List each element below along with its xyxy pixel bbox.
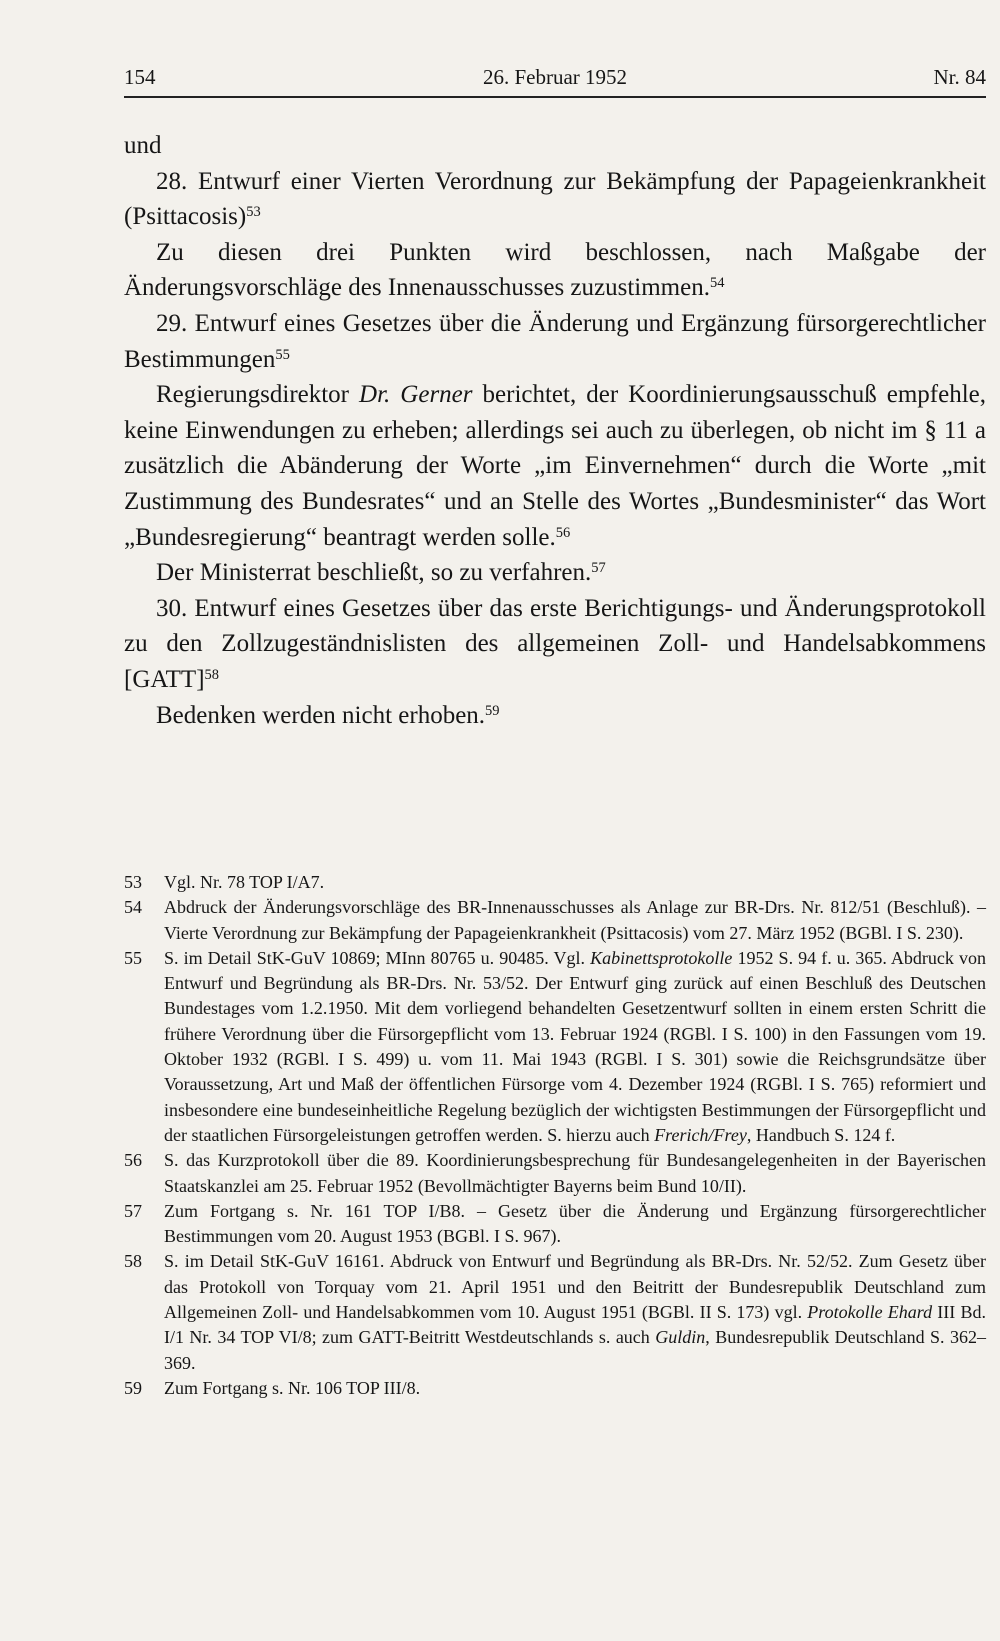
- footnote-ref-55: 55: [275, 346, 290, 363]
- no-objection-paragraph: Bedenken werden nicht erhoben.$^{59}$: [156, 701, 500, 729]
- resolution-paragraph: Zu diesen drei Punkten wird beschlossen, nach Maßgabe der Änderungsvorschläge des Innenausschusses zuzustimmen.$^{54}$: [124, 238, 986, 302]
- footnote-53: 53 Vgl. Nr. 78 TOP I/A7.: [124, 872, 325, 892]
- footnote-ref-56: 56: [555, 524, 571, 541]
- footnote-58: 58 S. im Detail StK-GuV 16161. Abdruck von Entwurf und Begründung als BR-Drs. Nr. 52/52. Zum Gesetz über das Protokoll von Torquay vom 21. April 1951 und den Beitritt der Bundesrepublik Deutschland zum Allgemeinen Zoll- und Handelsabkommen vom 10. August 1951 (BGBl. II S. 173) vgl. Protokolle Ehard III Bd. I/1 Nr. 34 TOP VI/8; zum GATT-Beitritt Westdeutschlands s. auch Guldin, Bundesrepublik Deutschland S. 362–369.: [124, 1251, 986, 1373]
- decision-paragraph: Der Ministerrat beschließt, so zu verfahren.$^{57}$: [156, 559, 606, 587]
- agenda-item-28: 28. Entwurf einer Vierten Verordnung zur Bekämpfung der Papageienkrankheit (Psittacosis)$^{53}$: [124, 167, 986, 231]
- paragraph-und: und: [124, 132, 162, 159]
- main-text: [124, 128, 986, 733]
- speaker-name: Dr. Gerner: [359, 381, 473, 409]
- running-header: [124, 62, 986, 98]
- footnote-56: 56 S. das Kurzprotokoll über die 89. Koordinierungsbesprechung für Bundesangelegenheiten in der Bayerischen Staatskanzlei am 25. Februar 1952 (Bevollmächtigter Bayerns beim Bund 10/II).: [124, 1150, 986, 1196]
- footnotes: [124, 870, 986, 1401]
- header-date: 26. Februar 1952: [482, 65, 628, 89]
- report-paragraph: Regierungsdirektor Dr. Gerner berichtet, der Koordinierungsausschuß empfehle, keine Einwendungen zu erheben; allerdings sei auch zu überlegen, ob nicht im § 11 a zusätzlich die Abänderung der Worte „im Einvernehmen“ durch die Worte „mit Zustimmung des Bundesrates“ und an Stelle des Wortes „Bundesminister“ das Wort „Bundesregierung“ beantragt werden solle.$^{56}$: [124, 381, 987, 551]
- page-number: 154: [124, 65, 156, 89]
- footnote-55: 55 S. im Detail StK-GuV 10869; MInn 80765 u. 90485. Vgl. Kabinettsprotokolle 1952 S. 94 f. u. 365. Abdruck von Entwurf und Begründung als BR-Drs. Nr. 53/52. Der Entwurf ging zurück auf einen Beschluß des Deutschen Bundestages vom 1.2.1950. Mit dem vorliegend behandelten Gesetzentwurf sollten in einem ersten Schritt die frühere Verordnung über die Fürsorgepflicht vom 13. Februar 1924 (RGBl. I S. 100) in den Fassungen vom 19. Oktober 1932 (RGBl. I S. 499) u. vom 11. Mai 1943 (RGBl. I S. 301) sowie die Reichsgrundsätze über Voraussetzung, Art und Maß der öffentlichen Fürsorge vom 4. Dezember 1924 (RGBl. I S. 765) reformiert und insbesondere eine bundeseinheitliche Regelung bezüglich der wichtigsten Bestimmungen der Fürsorgepflicht und der staatlichen Fürsorgeleistungen getroffen werden. S. hierzu auch Frerich/Frey, Handbuch S. 124 f.: [124, 947, 986, 1145]
- agenda-item-29: 29. Entwurf eines Gesetzes über die Änderung und Ergänzung fürsorgerechtlicher Bestimmungen$^{55}$: [124, 309, 986, 373]
- footnote-ref-57: 57: [591, 560, 606, 577]
- footnote-54: 54 Abdruck der Änderungsvorschläge des BR-Innenausschusses als Anlage zur BR-Drs. Nr. 812/51 (Beschluß). – Vierte Verordnung zur Bekämpfung der Papageienkrankheit (Psittacosis) vom 27. März 1952 (BGBl. I S. 230).: [124, 897, 986, 943]
- header-protocol-number: Nr. 84: [933, 65, 986, 89]
- footnote-ref-54: 54: [709, 275, 725, 292]
- agenda-item-30: 30. Entwurf eines Gesetzes über das erste Berichtigungs- und Änderungsprotokoll zu den Zollzugeständnislisten des allgemeinen Zoll- und Handelsabkommens [GATT]$^{58}$: [124, 594, 986, 693]
- footnote-ref-53: 53: [246, 204, 261, 221]
- footnote-ref-59: 59: [485, 702, 500, 719]
- footnote-ref-58: 58: [204, 666, 220, 683]
- footnote-57: 57 Zum Fortgang s. Nr. 161 TOP I/B8. – Gesetz über die Änderung und Ergänzung fürsorgerechtlicher Bestimmungen vom 20. August 1953 (BGBl. I S. 967).: [124, 1200, 986, 1247]
- footnote-59: 59 Zum Fortgang s. Nr. 106 TOP III/8.: [124, 1377, 421, 1398]
